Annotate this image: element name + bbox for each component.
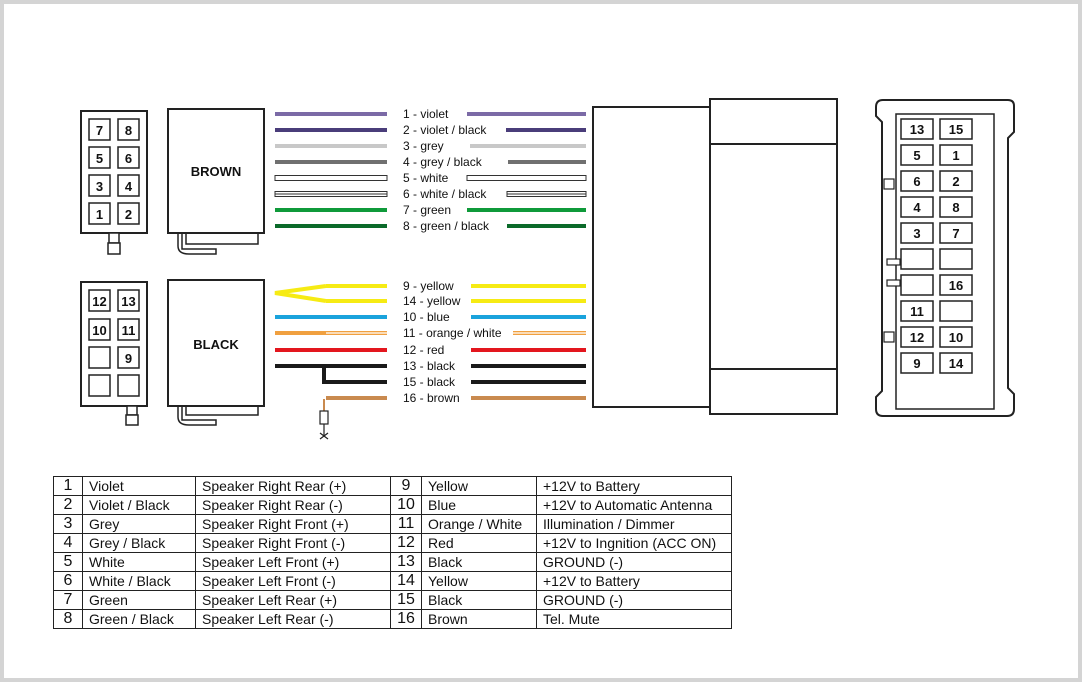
table-row [54,534,732,553]
brown-pin: 6 [124,151,133,166]
table-cell-color: Violet [83,477,196,496]
brown-pin: 2 [124,207,133,222]
iso-pin-label: 16 [948,278,964,293]
brown-pin: 4 [124,179,133,194]
table-cell-color: Grey [83,515,196,534]
iso-pin-cell [901,275,933,295]
wire-label: 11 - orange / white [403,326,502,340]
black-connector-label: BLACK [193,337,239,352]
table-cell-func: Speaker Right Rear (-) [196,496,391,515]
iso-pin-cell [901,249,933,269]
table-cell-color2: Red [422,534,537,553]
brown-connector-label: BROWN [190,164,242,179]
iso-pin-label: 6 [913,174,921,189]
table-cell-color2: Yellow [422,477,537,496]
iso-pin-label: 14 [948,356,964,371]
fuse-terminal [320,399,328,439]
iso-pin-cell [940,249,972,269]
table-cell-num: 4 [54,534,83,553]
table-cell-num: 1 [54,477,83,496]
table-cell-color2: Blue [422,496,537,515]
table-cell-color2: Black [422,591,537,610]
brown-pin-block [81,111,147,254]
table-cell-color: Violet / Black [83,496,196,515]
table-cell-color2: Yellow [422,572,537,591]
black-pin: 9 [124,351,133,366]
iso-pin-cell [940,301,972,321]
table-cell-color: Green / Black [83,610,196,629]
wire-label: 16 - brown [403,391,460,405]
iso-pin-label: 7 [952,226,960,241]
table-row [54,515,732,534]
brown-pin: 5 [95,151,104,166]
table-cell-num2: 9 [391,477,422,496]
table-cell-num2: 12 [391,534,422,553]
yellow-split [275,286,326,301]
pinout-table [53,476,732,629]
table-cell-color: Grey / Black [83,534,196,553]
table-cell-num: 7 [54,591,83,610]
table-cell-num2: 16 [391,610,422,629]
table-cell-func2: +12V to Automatic Antenna [537,496,732,515]
iso-pin-label: 4 [913,200,921,215]
table-cell-color: White [83,553,196,572]
table-cell-num2: 14 [391,572,422,591]
table-row [54,553,732,572]
black-pin: 13 [121,294,136,309]
iso-pin-label: 12 [909,330,925,345]
table-row [54,572,732,591]
brown-pin: 1 [95,207,104,222]
iso-pin-label: 5 [913,148,921,163]
black-pin: 10 [92,323,107,338]
table-cell-func2: Tel. Mute [537,610,732,629]
table-cell-num2: 13 [391,553,422,572]
table-cell-color: White / Black [83,572,196,591]
iso-pin-label: 9 [913,356,921,371]
table-cell-func: Speaker Right Front (-) [196,534,391,553]
table-row [54,477,732,496]
wire-label: 10 - blue [403,310,450,324]
iso-female-connector [593,99,837,414]
table-cell-func: Speaker Left Front (+) [196,553,391,572]
wire-label: 5 - white [403,171,449,185]
iso-pin-label: 2 [952,174,960,189]
table-cell-num2: 10 [391,496,422,515]
wire-label: 14 - yellow [403,294,461,308]
table-cell-num: 3 [54,515,83,534]
brown-pin: 8 [124,123,133,138]
iso-pin-label: 1 [952,148,960,163]
table-cell-func: Speaker Right Front (+) [196,515,391,534]
wire-segment [275,176,387,181]
table-cell-num: 2 [54,496,83,515]
table-cell-func2: +12V to Battery [537,477,732,496]
table-cell-color2: Orange / White [422,515,537,534]
table-cell-func: Speaker Right Rear (+) [196,477,391,496]
wire-label: 13 - black [403,359,456,373]
iso-pin-label: 3 [913,226,921,241]
wire-label: 2 - violet / black [403,123,487,137]
wires [275,107,586,405]
iso-pin-label: 13 [909,122,925,137]
iso-pin-label: 15 [948,122,964,137]
table-cell-func2: GROUND (-) [537,591,732,610]
table-cell-num: 6 [54,572,83,591]
wire-label: 8 - green / black [403,219,490,233]
wire-label: 3 - grey [403,139,444,153]
table-row [54,591,732,610]
table-cell-func2: Illumination / Dimmer [537,515,732,534]
table-cell-func: Speaker Left Rear (-) [196,610,391,629]
table-cell-func: Speaker Left Front (-) [196,572,391,591]
black-pin-block [81,282,147,425]
diagram-frame [4,4,1078,678]
iso-pin-label: 11 [910,304,924,319]
wire-segment [467,176,586,181]
brown-connector [168,109,264,254]
wire-label: 7 - green [403,203,452,217]
table-cell-color2: Black [422,553,537,572]
wire-label: 1 - violet [403,107,449,121]
wire-label: 4 - grey / black [403,155,482,169]
wire-label: 15 - black [403,375,456,389]
iso-pin-label: 10 [948,330,964,345]
brown-pin: 3 [95,179,104,194]
iso-pin-label: 8 [952,200,960,215]
table-cell-num2: 11 [391,515,422,534]
brown-pin: 7 [95,123,104,138]
wire-label: 9 - yellow [403,279,454,293]
table-cell-color2: Brown [422,610,537,629]
table-row [54,610,732,629]
table-cell-num2: 15 [391,591,422,610]
wire-label: 12 - red [403,343,445,357]
table-cell-color: Green [83,591,196,610]
table-cell-func2: +12V to Battery [537,572,732,591]
table-cell-func: Speaker Left Rear (+) [196,591,391,610]
black-pin: 12 [92,294,107,309]
table-cell-num: 5 [54,553,83,572]
table-row [54,496,732,515]
black-merge [275,366,334,382]
black-connector [168,280,264,425]
wire-label: 6 - white / black [403,187,487,201]
iso-pin-face [876,100,1014,416]
table-cell-func2: +12V to Ingnition (ACC ON) [537,534,732,553]
table-cell-num: 8 [54,610,83,629]
table-cell-func2: GROUND (-) [537,553,732,572]
black-pin: 11 [121,323,136,338]
